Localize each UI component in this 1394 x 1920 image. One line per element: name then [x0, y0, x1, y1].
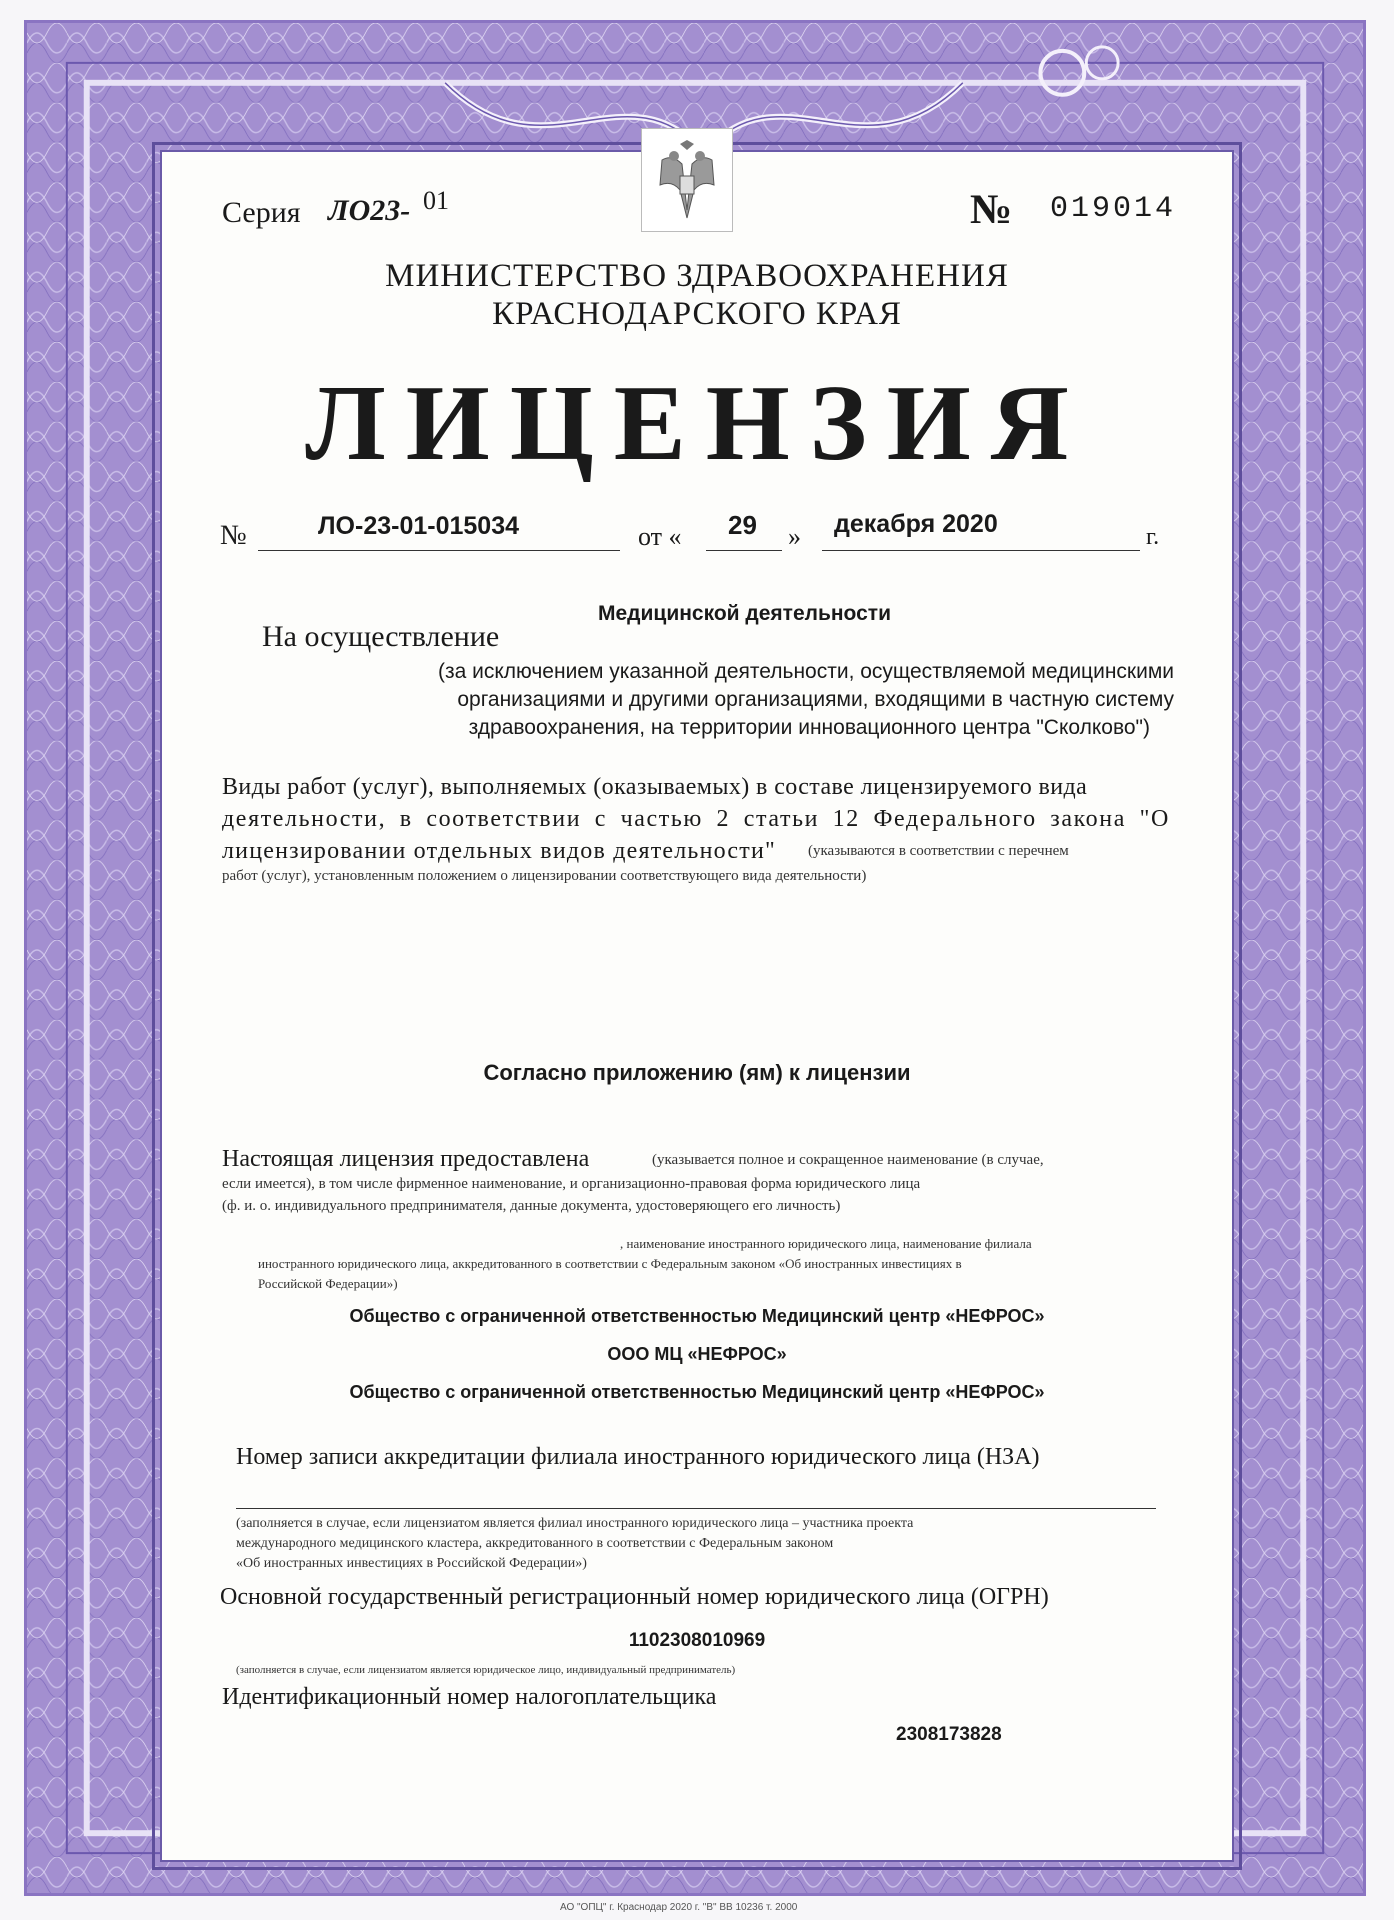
granted-full-name: Общество с ограниченной ответственностью Медицинский центр «НЕФРОС» — [349, 1306, 1045, 1326]
license-number-line — [258, 550, 620, 551]
license-number-label: № — [220, 520, 247, 551]
granted-label: Настоящая лицензия предоставлена — [222, 1146, 590, 1172]
granted-note-inline: (указывается полное и сокращенное наименование (в случае, — [652, 1152, 1044, 1168]
license-day-close: » — [788, 522, 801, 551]
inn-label: Идентификационный номер налогоплательщика — [222, 1684, 717, 1710]
ogrn-note: (заполняется в случае, если лицензиатом является юридическое лицо, индивидуальный предприниматель) — [236, 1664, 736, 1676]
license-year-suffix: г. — [1146, 524, 1160, 550]
activity-value: Медицинской деятельности — [598, 602, 891, 625]
license-day-line — [706, 550, 782, 551]
works-note-inline: (указываются в соответствии с перечнем — [808, 843, 1069, 859]
nza-note-2: международного медицинского кластера, аккредитованного в соответствии с Федеральным законом — [236, 1536, 834, 1551]
activity-note-3: здравоохранения, на территории инновационного центра "Сколково") — [468, 716, 1150, 739]
license-date-from-label: от « — [638, 522, 682, 551]
granted-note-2: если имеется), в том числе фирменное наименование, и организационно-правовая форма юридического лица — [222, 1176, 921, 1192]
works-value: Согласно приложению (ям) к лицензии — [483, 1060, 911, 1085]
coat-of-arms-icon — [641, 128, 733, 232]
number-label: № — [970, 187, 1013, 233]
series-label: Серия — [222, 196, 301, 229]
nza-note-1: (заполняется в случае, если лицензиатом является филиал иностранного юридического лица – участника проекта — [236, 1516, 914, 1531]
license-month-line — [822, 550, 1140, 551]
granted-short-name: ООО МЦ «НЕФРОС» — [607, 1344, 787, 1364]
nza-note-3: «Об иностранных инвестициях в Российской Федерации») — [236, 1556, 587, 1571]
license-day-value: 29 — [728, 510, 757, 540]
license-month-year: декабря 2020 — [834, 510, 998, 538]
number-value: 019014 — [1050, 192, 1177, 226]
nza-value-line — [236, 1508, 1156, 1509]
ministry-line-1: МИНИСТЕРСТВО ЗДРАВООХРАНЕНИЯ — [385, 258, 1009, 294]
works-line-3: лицензировании отдельных видов деятельности" — [222, 838, 776, 864]
works-note-2: работ (услуг), установленным положением о лицензировании соответствующего вида деятельности) — [222, 868, 867, 884]
granted-note2-2: иностранного юридического лица, аккредитованного в соответствии с Федеральным законом «Об иностранных инвестициях в — [258, 1256, 962, 1271]
activity-label: На осуществление — [262, 620, 500, 653]
ministry-line-2: КРАСНОДАРСКОГО КРАЯ — [492, 296, 902, 332]
works-line-2: деятельности, в соответствии с частью 2 статьи 12 Федерального закона "О — [222, 806, 1170, 832]
series-suffix: 01 — [423, 186, 449, 215]
nza-label: Номер записи аккредитации филиала иностранного юридического лица (НЗА) — [236, 1444, 1040, 1470]
granted-note-3: (ф. и. о. индивидуального предпринимателя, данные документа, удостоверяющего его личность) — [222, 1198, 841, 1214]
inn-value: 2308173828 — [896, 1724, 1002, 1745]
series-value: ЛО23- — [328, 194, 411, 227]
works-line-1: Виды работ (услуг), выполняемых (оказываемых) в составе лицензируемого вида — [222, 774, 1088, 800]
activity-note-1: (за исключением указанной деятельности, осуществляемой медицинскими — [438, 660, 1174, 683]
granted-note2-1: , наименование иностранного юридического лица, наименование филиала — [620, 1236, 1032, 1251]
granted-note2-3: Российской Федерации») — [258, 1276, 398, 1291]
ogrn-value: 1102308010969 — [628, 1630, 766, 1651]
ogrn-label: Основной государственный регистрационный номер юридического лица (ОГРН) — [220, 1584, 1049, 1610]
document-title: ЛИЦЕНЗИЯ — [305, 364, 1089, 483]
license-number-value: ЛО-23-01-015034 — [318, 512, 520, 540]
print-mark: АО "ОПЦ" г. Краснодар 2020 г. "В" ВВ 10236 т. 2000 — [560, 1902, 798, 1913]
activity-note-2: организациями и другими организациями, входящими в частную систему — [457, 688, 1174, 711]
granted-brand-name: Общество с ограниченной ответственностью Медицинский центр «НЕФРОС» — [349, 1382, 1045, 1402]
